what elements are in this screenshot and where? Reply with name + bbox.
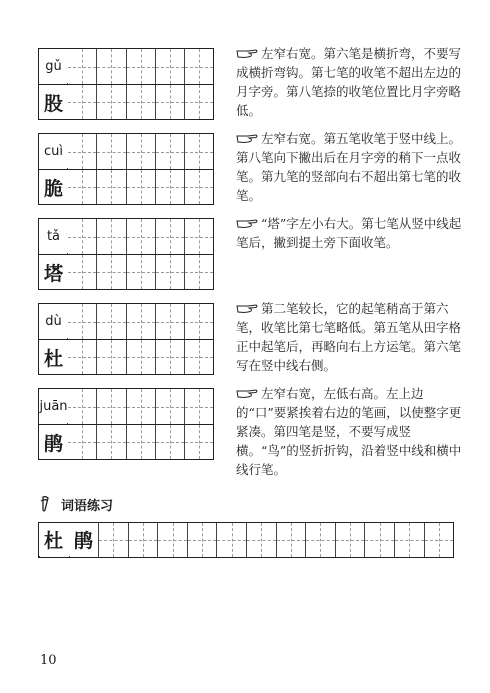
pointing-hand-icon bbox=[236, 48, 258, 59]
pointing-hand-icon bbox=[236, 303, 258, 314]
section-title: 词语练习 bbox=[61, 498, 114, 514]
pinyin-grid bbox=[38, 48, 214, 84]
model-character: 鹃 bbox=[39, 425, 68, 459]
page-number: 10 bbox=[40, 653, 57, 668]
note-text: 左窄右宽。第五笔收笔于竖中线上。第八笔向下撇出后在月字旁的稍下一点收笔。第九笔的竖部向右不超出第七笔的收笔。 bbox=[236, 131, 462, 203]
word-practice-grid bbox=[38, 522, 454, 558]
pinyin-grid bbox=[38, 218, 214, 254]
char-block-2 bbox=[38, 133, 214, 205]
char-block-4 bbox=[38, 303, 214, 375]
writing-grid bbox=[38, 339, 214, 375]
pinyin-label: juān bbox=[39, 389, 68, 423]
pinyin-label: cuì bbox=[39, 134, 68, 168]
pointing-hand-icon bbox=[236, 218, 258, 229]
writing-note-3 bbox=[236, 214, 464, 252]
practice-char-2: 鹃 bbox=[69, 523, 98, 556]
pointing-hand-icon bbox=[236, 388, 258, 399]
note-text: 左窄右宽，左低右高。左上边的“口”要紧挨着右边的笔画，以使整字更紧凑。第四笔是竖，不要写成竖横。“鸟”的竖折折钩，沿着竖中线和横中线行笔。 bbox=[236, 386, 462, 477]
writing-note-2 bbox=[236, 129, 464, 205]
writing-grid bbox=[38, 84, 214, 120]
note-text: 左窄右宽。第六笔是横折弯，不要写成横折弯钩。第七笔的收笔不超出左边的月字旁。第八笔捺的收笔位置比月字旁略低。 bbox=[236, 46, 462, 118]
model-character: 杜 bbox=[39, 340, 68, 374]
model-character: 股 bbox=[39, 85, 68, 119]
char-block-3 bbox=[38, 218, 214, 290]
practice-char-1: 杜 bbox=[39, 523, 68, 556]
note-text: 第二笔较长，它的起笔稍高于第六笔，收笔比第七笔略低。第五笔从田字格正中起笔后，再略向右上方运笔。第六笔写在竖中线右侧。 bbox=[236, 301, 462, 373]
pinyin-grid bbox=[38, 133, 214, 169]
pinyin-label: tǎ bbox=[39, 219, 68, 253]
model-character: 脆 bbox=[39, 170, 68, 204]
char-block-1 bbox=[38, 48, 214, 120]
writing-grid bbox=[38, 254, 214, 290]
model-character: 塔 bbox=[39, 255, 68, 289]
pinyin-label: dù bbox=[39, 304, 68, 338]
word-practice-heading bbox=[40, 494, 113, 514]
char-block-5 bbox=[38, 388, 214, 460]
writing-note-5 bbox=[236, 384, 464, 479]
writing-grid bbox=[38, 424, 214, 460]
pinyin-grid bbox=[38, 388, 214, 424]
pen-icon bbox=[40, 495, 56, 513]
pinyin-grid bbox=[38, 303, 214, 339]
writing-grid bbox=[38, 169, 214, 205]
note-text: “塔”字左小右大。第七笔从竖中线起笔后，撇到提土旁下面收笔。 bbox=[236, 216, 462, 250]
pinyin-label: gǔ bbox=[39, 49, 68, 83]
pointing-hand-icon bbox=[236, 133, 258, 144]
writing-note-4 bbox=[236, 299, 464, 375]
writing-note-1 bbox=[236, 44, 464, 120]
